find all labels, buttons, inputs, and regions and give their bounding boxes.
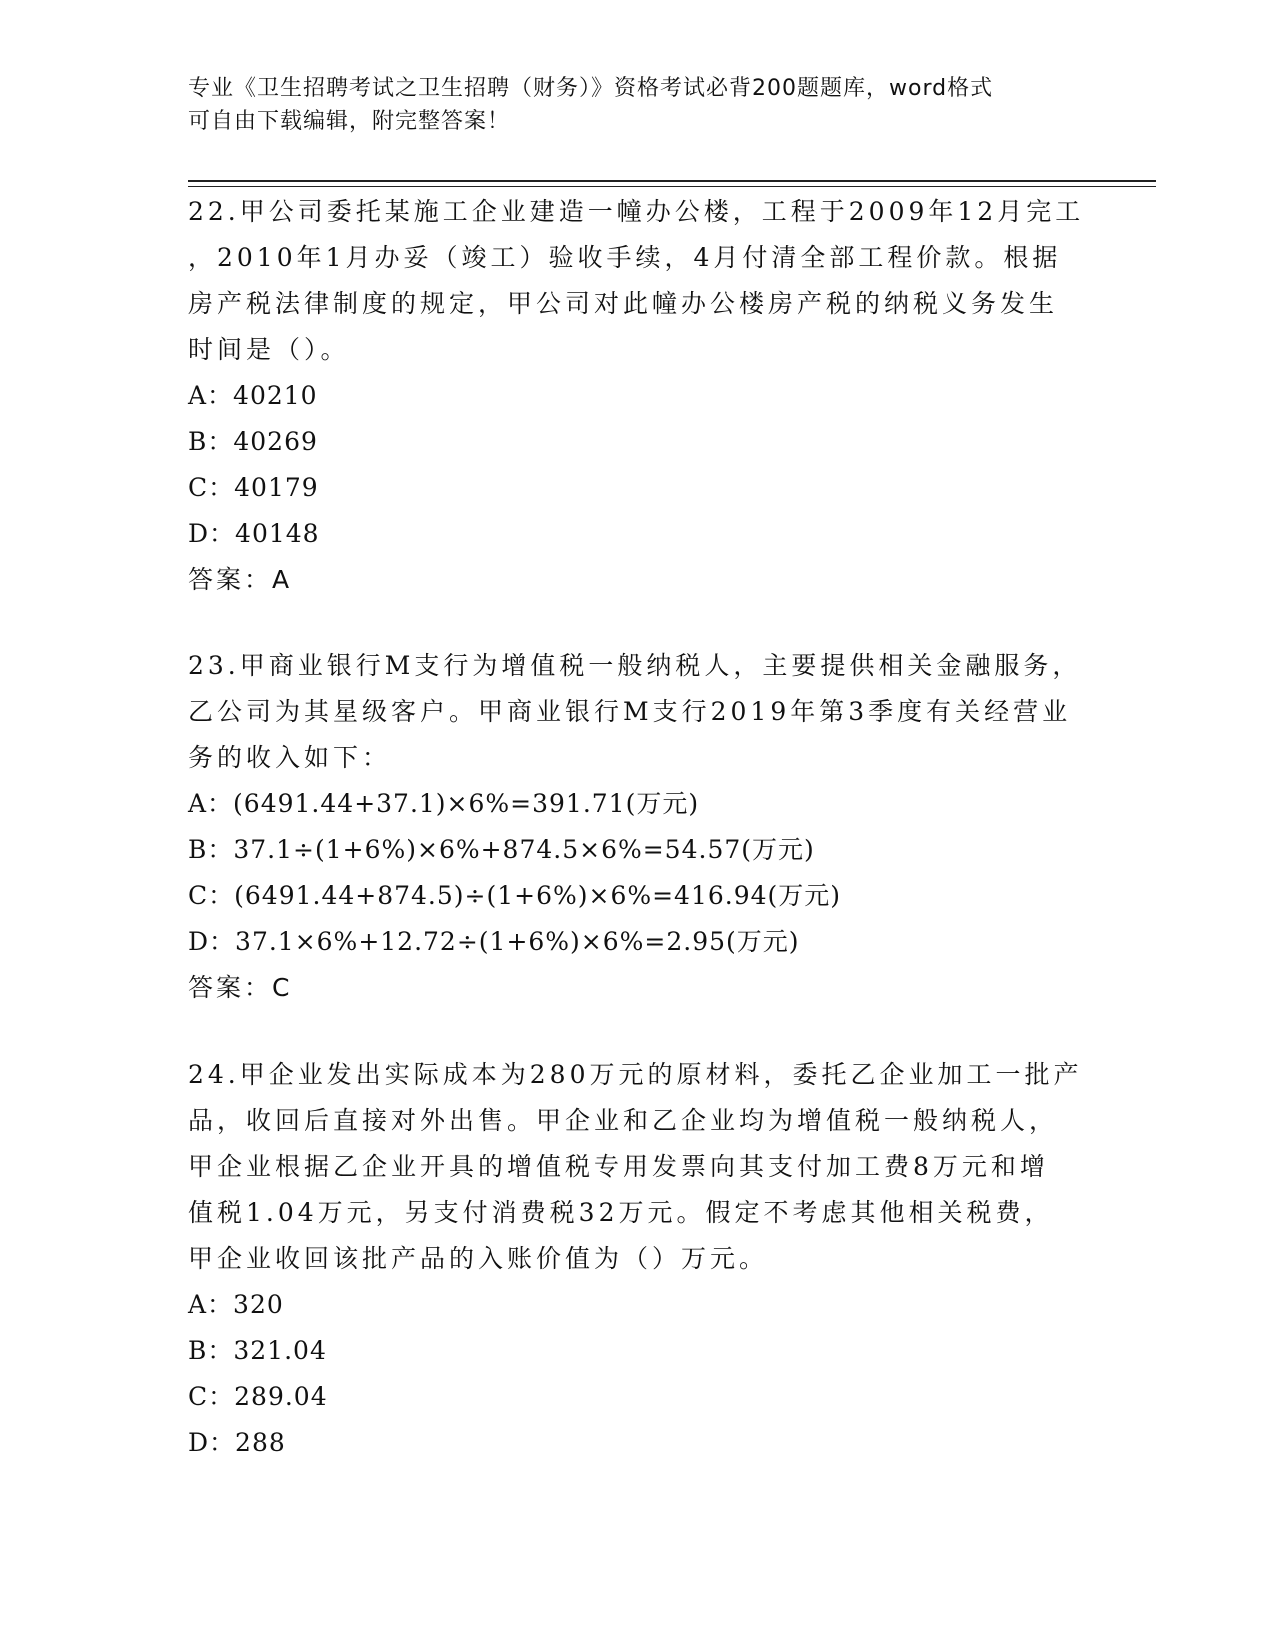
answer-value: C [272, 973, 290, 1002]
document-header [188, 72, 1068, 138]
question-stem-line: 房产税法律制度的规定，甲公司对此幢办公楼房产税的纳税义务发生 [188, 289, 1059, 318]
question-stem-line: ，2010年1月办妥（竣工）验收手续，4月付清全部工程价款。根据 [188, 243, 1062, 272]
option-c: C：289.04 [188, 1382, 328, 1411]
header-divider-thin [188, 186, 1156, 187]
answer-line [188, 965, 1088, 1011]
option-a: A：320 [188, 1290, 284, 1319]
answer-line [188, 557, 1088, 603]
header-line-1: 专业《卫生招聘考试之卫生招聘（财务）》资格考试必背200题题库，word格式 [188, 76, 994, 101]
option-d: D：37.1×6%+12.72÷(1+6%)×6%=2.95(万元) [188, 927, 800, 956]
option-c: C：(6491.44+874.5)÷(1+6%)×6%=416.94(万元) [188, 881, 842, 910]
option-c: C：40179 [188, 473, 319, 502]
option-b: B：40269 [188, 427, 318, 456]
option-b: B：37.1÷(1+6%)×6%+874.5×6%=54.57(万元) [188, 835, 815, 864]
option-a: A：(6491.44+37.1)×6%=391.71(万元) [188, 789, 700, 818]
question-stem-line: 24.甲企业发出实际成本为280万元的原材料，委托乙企业加工一批产 [188, 1060, 1083, 1089]
option-d: D：40148 [188, 519, 320, 548]
header-divider-thick [188, 180, 1156, 182]
question-stem-line: 甲企业根据乙企业开具的增值税专用发票向其支付加工费8万元和增 [188, 1152, 1049, 1181]
answer-label: 答案： [188, 973, 273, 1002]
option-b: B：321.04 [188, 1336, 327, 1365]
question-22 [188, 189, 1088, 603]
answer-value: A [272, 565, 290, 594]
question-stem-line: 乙公司为其星级客户。甲商业银行M支行2019年第3季度有关经营业 [188, 697, 1072, 726]
option-a: A：40210 [188, 381, 318, 410]
answer-label: 答案： [188, 565, 273, 594]
question-stem-line: 务的收入如下： [188, 743, 392, 772]
question-stem-line: 值税1.04万元，另支付消费税32万元。假定不考虑其他相关税费， [188, 1198, 1054, 1227]
question-24 [188, 1052, 1088, 1466]
question-stem-line: 品，收回后直接对外出售。甲企业和乙企业均为增值税一般纳税人， [188, 1106, 1059, 1135]
question-23 [188, 643, 1088, 1011]
question-stem-line: 23.甲商业银行M支行为增值税一般纳税人，主要提供相关金融服务， [188, 651, 1082, 680]
question-stem-line: 22.甲公司委托某施工企业建造一幢办公楼，工程于2009年12月完工 [188, 197, 1085, 226]
header-line-2: 可自由下载编辑，附完整答案！ [188, 109, 511, 134]
question-stem-line: 甲企业收回该批产品的入账价值为（）万元。 [188, 1244, 769, 1273]
question-stem-line: 时间是（）。 [188, 335, 350, 364]
option-d: D：288 [188, 1428, 286, 1457]
